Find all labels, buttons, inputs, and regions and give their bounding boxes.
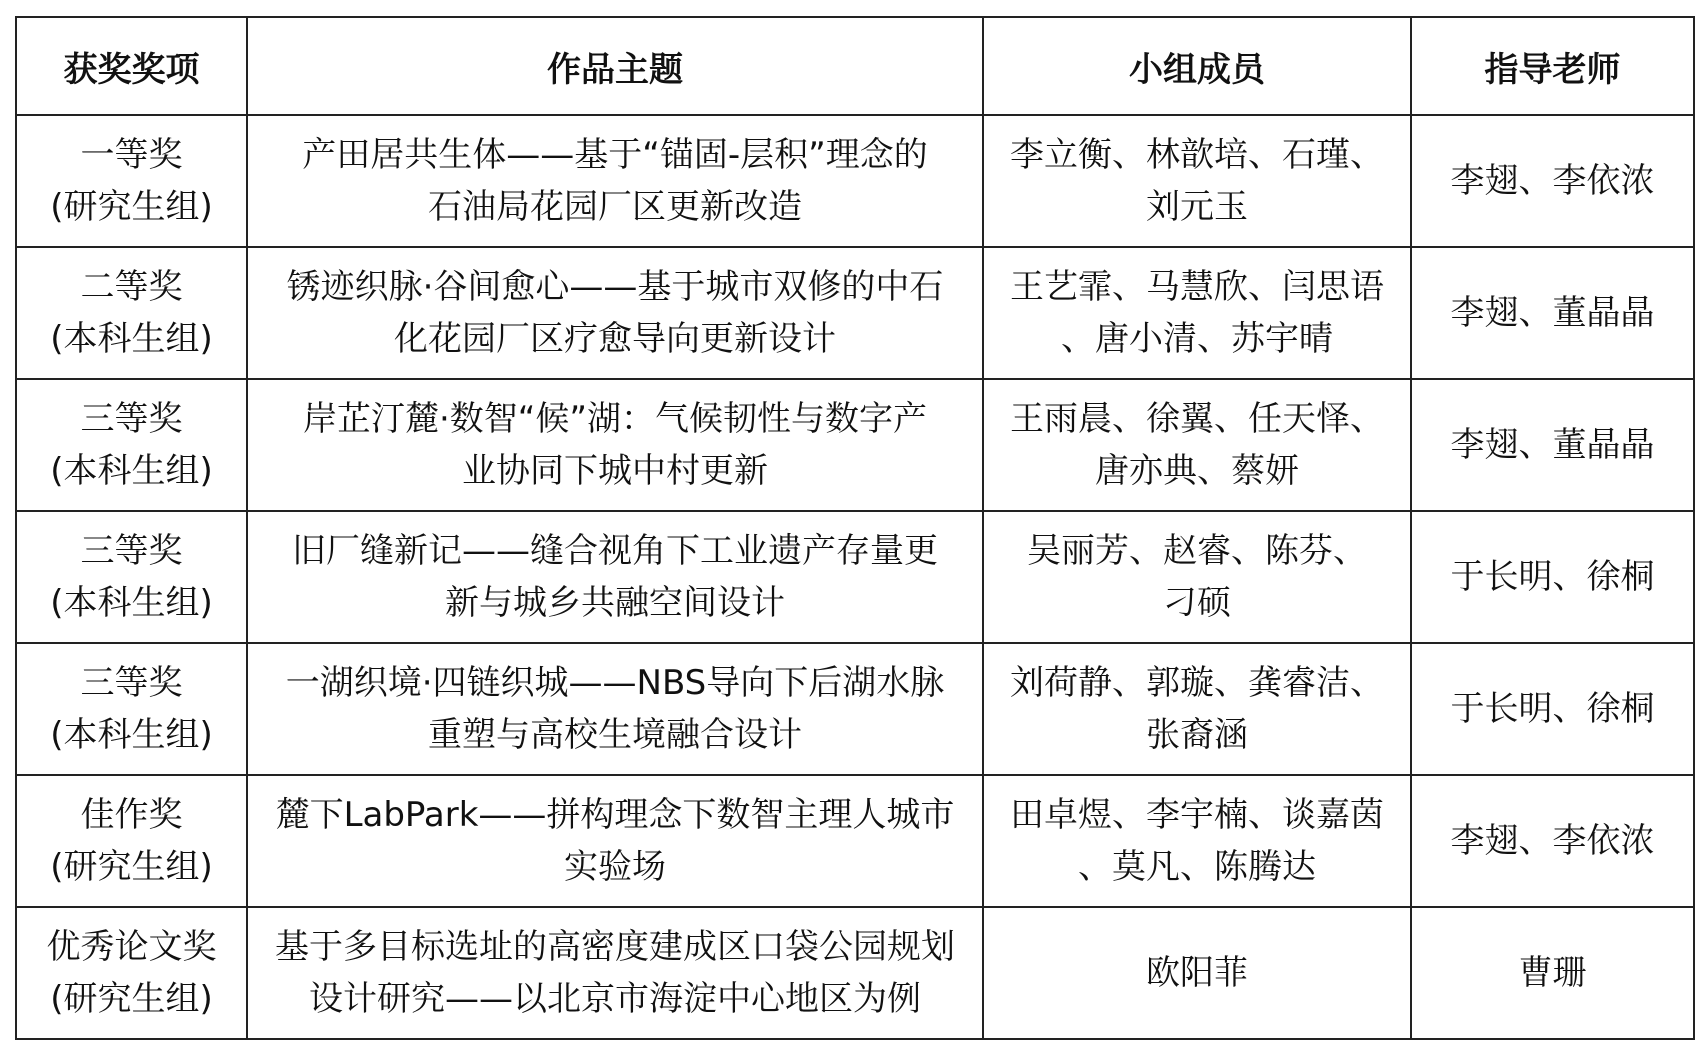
- theme-line: 旧厂缝新记——缝合视角下工业遗产存量更: [292, 531, 938, 571]
- award-name: 一等奖: [80, 135, 183, 175]
- table-row: [16, 643, 1694, 775]
- members-line: 刘荷静、郭璇、龚睿洁、: [1010, 663, 1384, 703]
- members-line: 李立衡、林歆培、石瑾、: [1010, 135, 1384, 175]
- theme-line: 实验场: [564, 847, 666, 887]
- theme-line: 基于多目标选址的高密度建成区口袋公园规划: [275, 927, 955, 967]
- award-cell: [16, 247, 247, 379]
- table-row: [16, 379, 1694, 511]
- members-cell: [983, 775, 1411, 907]
- members-line: 吴丽芳、赵睿、陈芬、: [1027, 531, 1367, 571]
- members-line: 张裔涵: [1146, 715, 1248, 755]
- theme-line: 产田居共生体——基于“锚固-层积”理念的: [302, 135, 928, 175]
- members-line: 、唐小清、苏宇晴: [1061, 319, 1333, 359]
- members-line: 王雨晨、徐翼、任天怿、: [1010, 399, 1384, 439]
- advisor-cell: 于长明、徐桐: [1411, 643, 1694, 775]
- table-body: [16, 115, 1694, 1039]
- award-group: (本科生组): [50, 583, 213, 623]
- advisor-cell: 于长明、徐桐: [1411, 511, 1694, 643]
- awards-table: [15, 16, 1695, 1040]
- advisor-cell: 李翅、李依浓: [1411, 775, 1694, 907]
- table-row: [16, 775, 1694, 907]
- theme-cell: [247, 247, 983, 379]
- advisor-cell: 曹珊: [1411, 907, 1694, 1039]
- members-cell: [983, 907, 1411, 1039]
- theme-cell: [247, 907, 983, 1039]
- table-row: [16, 247, 1694, 379]
- advisor-cell: 李翅、董晶晶: [1411, 379, 1694, 511]
- members-line: 刁硕: [1163, 583, 1231, 623]
- advisor-cell: 李翅、李依浓: [1411, 115, 1694, 247]
- members-line: 、莫凡、陈腾达: [1078, 847, 1316, 887]
- theme-line: 重塑与高校生境融合设计: [428, 715, 802, 755]
- members-cell: [983, 247, 1411, 379]
- award-name: 三等奖: [80, 663, 183, 703]
- theme-line: 岸芷汀麓·数智“候”湖：气候韧性与数字产: [302, 399, 928, 439]
- award-name: 三等奖: [80, 399, 183, 439]
- theme-cell: [247, 115, 983, 247]
- table-row: [16, 511, 1694, 643]
- theme-line: 石油局花园厂区更新改造: [428, 187, 802, 227]
- award-group: (本科生组): [50, 715, 213, 755]
- award-name: 三等奖: [80, 531, 183, 571]
- header-advisor: 指导老师: [1411, 17, 1694, 115]
- theme-line: 麓下LabPark——拼构理念下数智主理人城市: [275, 795, 955, 835]
- award-cell: [16, 775, 247, 907]
- award-cell: [16, 379, 247, 511]
- award-cell: [16, 115, 247, 247]
- table-row: [16, 115, 1694, 247]
- award-cell: [16, 907, 247, 1039]
- header-members: 小组成员: [983, 17, 1411, 115]
- members-cell: [983, 379, 1411, 511]
- members-cell: [983, 643, 1411, 775]
- theme-cell: [247, 511, 983, 643]
- header-row: [16, 17, 1694, 115]
- theme-cell: [247, 643, 983, 775]
- theme-line: 设计研究——以北京市海淀中心地区为例: [309, 979, 921, 1019]
- award-name: 优秀论文奖: [46, 927, 217, 967]
- award-group: (本科生组): [50, 319, 213, 359]
- award-group: (研究生组): [50, 187, 213, 227]
- award-name: 二等奖: [80, 267, 183, 307]
- award-cell: [16, 643, 247, 775]
- award-group: (本科生组): [50, 451, 213, 491]
- award-group: (研究生组): [50, 847, 213, 887]
- award-name: 佳作奖: [80, 795, 183, 835]
- theme-line: 新与城乡共融空间设计: [445, 583, 785, 623]
- theme-cell: [247, 379, 983, 511]
- advisor-cell: 李翅、董晶晶: [1411, 247, 1694, 379]
- members-line: 王艺霏、马慧欣、闫思语: [1010, 267, 1384, 307]
- members-line: 田卓煜、李宇楠、谈嘉茵: [1010, 795, 1384, 835]
- members-line: 刘元玉: [1146, 187, 1248, 227]
- header-theme: 作品主题: [247, 17, 983, 115]
- table-row: [16, 907, 1694, 1039]
- theme-line: 化花园厂区疗愈导向更新设计: [394, 319, 836, 359]
- members-cell: [983, 511, 1411, 643]
- header-award: 获奖奖项: [16, 17, 247, 115]
- members-line: 唐亦典、蔡妍: [1095, 451, 1299, 491]
- theme-line: 一湖织境·四链织城——NBS导向下后湖水脉: [285, 663, 945, 703]
- members-line: 欧阳菲: [1146, 953, 1248, 993]
- theme-line: 锈迹织脉·谷间愈心——基于城市双修的中石: [286, 267, 944, 307]
- award-group: (研究生组): [50, 979, 213, 1019]
- members-cell: [983, 115, 1411, 247]
- theme-line: 业协同下城中村更新: [462, 451, 768, 491]
- theme-cell: [247, 775, 983, 907]
- award-cell: [16, 511, 247, 643]
